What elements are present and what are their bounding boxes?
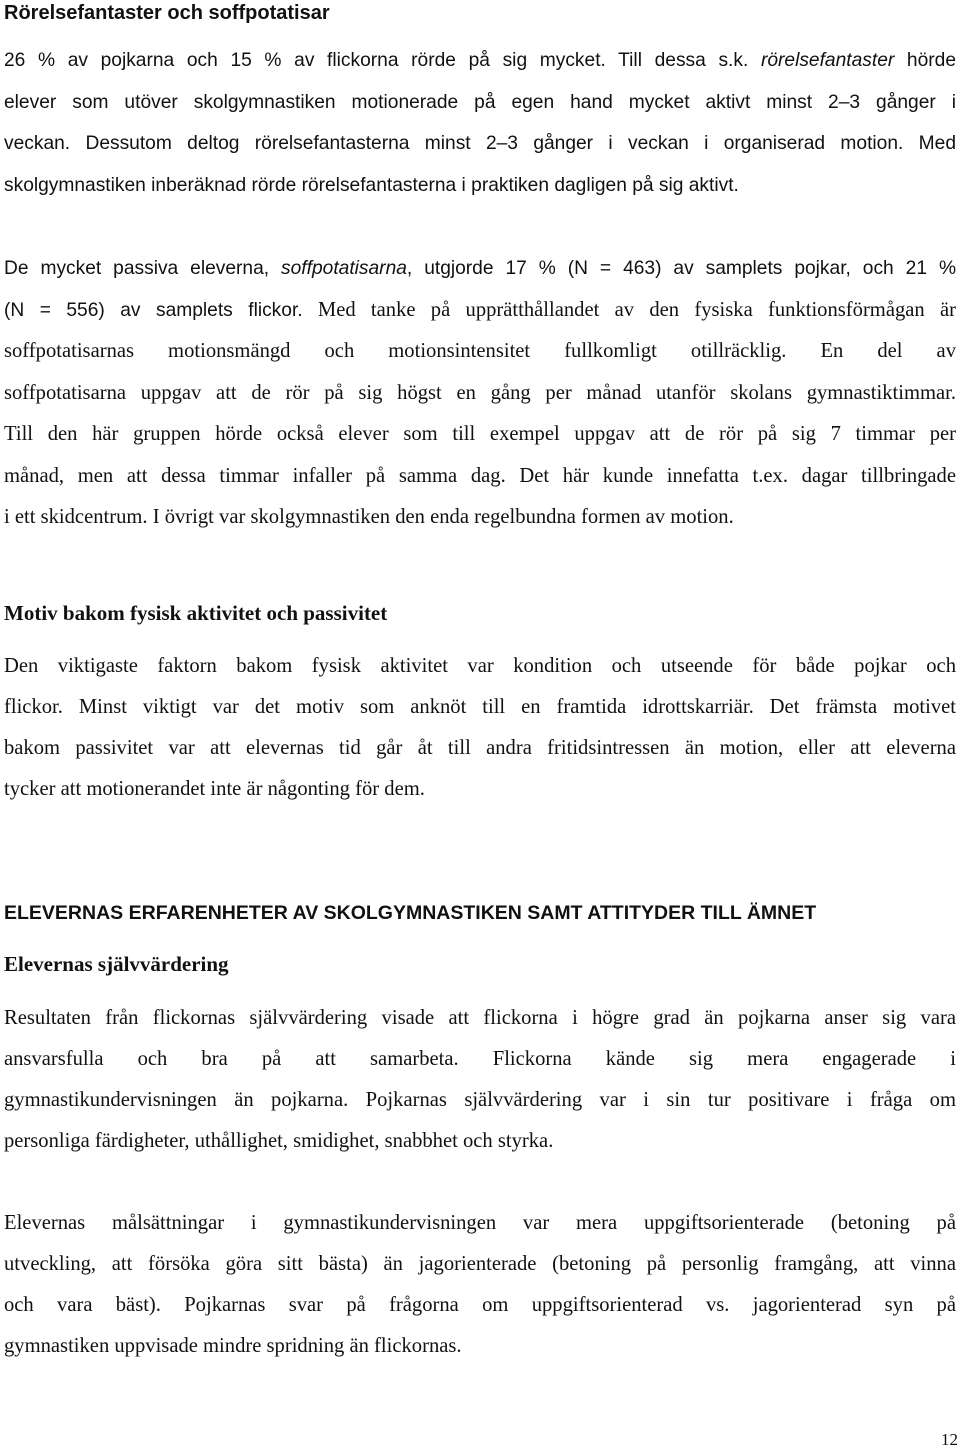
page-number: 12	[941, 1430, 958, 1449]
text-line: och vara bäst). Pojkarnas svar på frågorna om uppgiftsorienterad vs. jagorienterad syn på	[4, 1294, 956, 1316]
text-line: personliga färdigheter, uthållighet, smidighet, snabbhet och styrka.	[4, 1130, 554, 1152]
text-line: skolgymnastiken inberäknad rörde rörelsefantasterna i praktiken dagligen på sig aktivt.	[4, 174, 739, 196]
section-heading-rorelsefantaster: Rörelsefantaster och soffpotatisar	[4, 2, 330, 24]
text-line: Resultaten från flickornas självvärdering visade att flickorna i högre grad än pojkarna anser sig vara	[4, 1007, 956, 1029]
text-run: Med tanke på upprätthållandet av den fysiska funktionsförmågan är	[302, 298, 956, 321]
text-run: (N = 556) av samplets flickor.	[4, 299, 303, 321]
italic-term: rörelsefantaster	[760, 50, 895, 71]
text-run: De mycket passiva eleverna,	[4, 258, 282, 279]
section-heading-motiv: Motiv bakom fysisk aktivitet och passivitet	[4, 601, 388, 625]
text-line: soffpotatisarnas motionsmängd och motionsintensitet fullkomligt otillräcklig. En del av	[4, 340, 956, 362]
text-line: Till den här gruppen hörde också elever som till exempel uppgav att de rör på sig 7 timmar per	[4, 423, 956, 445]
text-run: hörde	[894, 50, 956, 71]
text-line: Elevernas målsättningar i gymnastikundervisningen var mera uppgiftsorienterade (betoning på	[4, 1212, 956, 1234]
text-run: 26 % av pojkarna och 15 % av flickorna rörde på sig mycket. Till dessa s.k.	[4, 50, 761, 71]
text-line: tycker att motionerandet inte är någonting för dem.	[4, 778, 425, 800]
text-line: flickor. Minst viktigt var det motiv som anknöt till en framtida idrottskarriär. Det främsta motivet	[4, 696, 956, 718]
text-line: veckan. Dessutom deltog rörelsefantasterna minst 2–3 gånger i veckan i organiserad motion. Med	[4, 133, 956, 154]
text-line: Den viktigaste faktorn bakom fysisk aktivitet var kondition och utseende för både pojkar och	[4, 655, 956, 677]
text-line	[4, 248, 956, 290]
subheading-sjalvvardering: Elevernas självvärdering	[4, 952, 229, 976]
paragraph-sjalvvardering	[4, 998, 956, 1162]
text-line: elever som utöver skolgymnastiken motionerade på egen hand mycket aktivt minst 2–3 gånger i	[4, 91, 956, 113]
text-line: ansvarsfulla och bra på att samarbeta. Flickorna kände sig mera engagerade i	[4, 1048, 956, 1070]
text-line	[4, 40, 956, 82]
chapter-heading: ELEVERNAS ERFARENHETER AV SKOLGYMNASTIKEN SAMT ATTITYDER TILL ÄMNET	[4, 902, 817, 924]
text-line: utveckling, att försöka göra sitt bästa) än jagorienterade (betoning på personlig framgång, att vinna	[4, 1253, 956, 1275]
italic-term: soffpotatisarna	[281, 258, 407, 279]
paragraph-rorelsefantaster	[4, 40, 956, 206]
paragraph-motiv	[4, 646, 956, 810]
text-line	[4, 290, 956, 332]
text-line: bakom passivitet var att elevernas tid går åt till andra fritidsintressen än motion, eller att eleverna	[4, 737, 956, 759]
text-line: soffpotatisarna uppgav att de rör på sig högst en gång per månad utanför skolans gymnastiktimmar.	[4, 381, 956, 404]
text-line: gymnastikundervisningen än pojkarna. Pojkarnas självvärdering var i sin tur positivare i fråga om	[4, 1089, 956, 1111]
paragraph-malsattningar	[4, 1203, 956, 1367]
text-line: gymnastiken uppvisade mindre spridning än flickornas.	[4, 1335, 462, 1357]
text-run: , utgjorde 17 % (N = 463) av samplets pojkar, och 21 %	[406, 258, 957, 279]
text-line: månad, men att dessa timmar infaller på samma dag. Det här kunde innefatta t.ex. dagar tillbringade	[4, 464, 956, 487]
text-line: i ett skidcentrum. I övrigt var skolgymnastiken den enda regelbundna formen av motion.	[4, 506, 734, 528]
paragraph-soffpotatisar	[4, 248, 956, 539]
